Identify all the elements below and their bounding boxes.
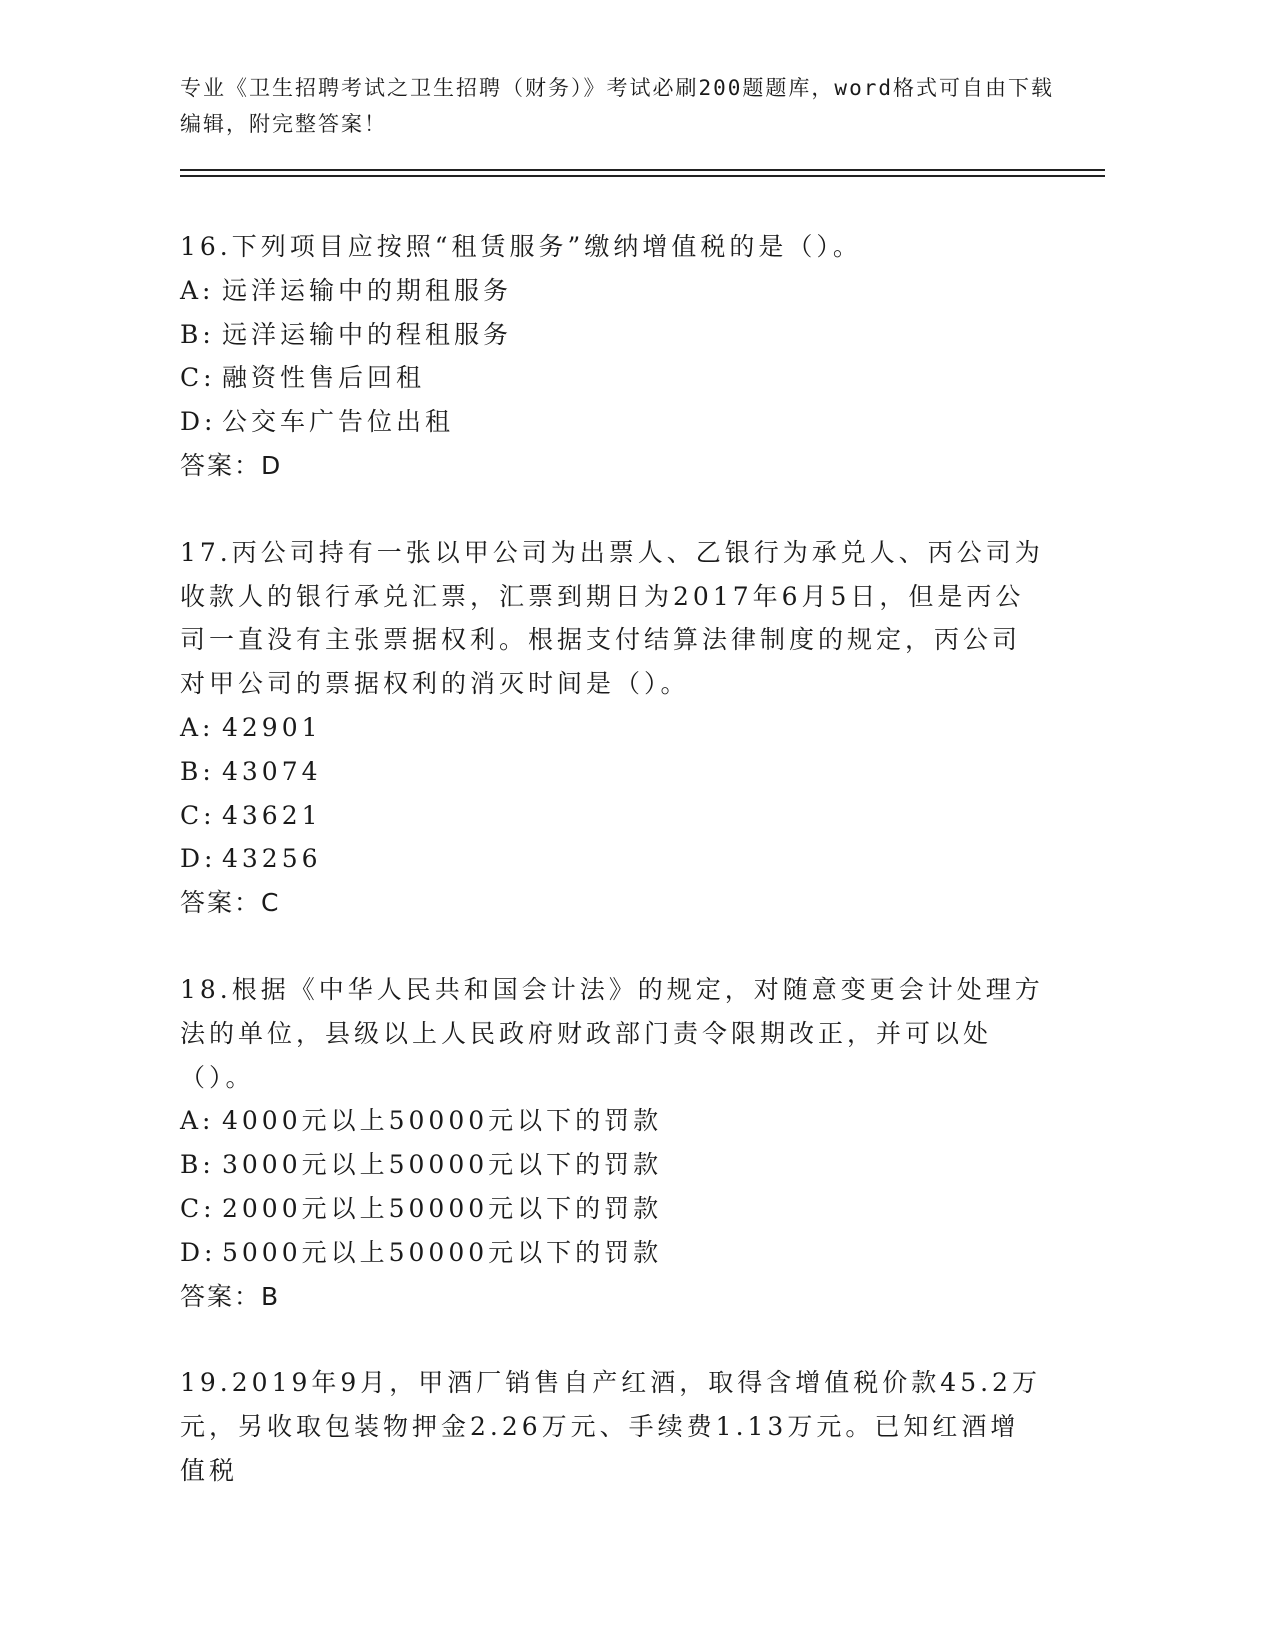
answer-line: 答案：C	[180, 888, 281, 918]
header-divider-bottom	[180, 175, 1105, 177]
question-list	[180, 225, 1045, 1536]
option-label: D:	[180, 844, 217, 874]
option-a	[180, 706, 1045, 750]
answer-line: 答案：D	[180, 450, 283, 480]
header-divider-top	[180, 169, 1105, 171]
option-label: C:	[180, 1193, 216, 1223]
option-text: 2000元以上50000元以下的罚款	[222, 1193, 663, 1223]
option-a	[180, 1099, 1045, 1143]
question-16	[180, 225, 1045, 488]
option-text: 融资性售后回租	[222, 363, 426, 393]
option-text: 远洋运输中的程租服务	[222, 319, 513, 349]
option-label: A:	[180, 1106, 215, 1136]
option-label: C:	[180, 363, 216, 393]
option-text: 43074	[222, 756, 322, 786]
option-label: B:	[180, 1150, 215, 1180]
option-d	[180, 837, 1045, 881]
option-text: 3000元以上50000元以下的罚款	[222, 1150, 663, 1180]
answer-line: 答案：B	[180, 1281, 281, 1311]
option-text: 公交车广告位出租	[222, 407, 455, 437]
question-stem: 17.丙公司持有一张以甲公司为出票人、乙银行为承兑人、丙公司为收款人的银行承兑汇票，汇票到期日为2017年6月5日，但是丙公司一直没有主张票据权利。根据支付结算法律制度的规定，丙公司对甲公司的票据权利的消灭时间是（）。	[180, 537, 1044, 699]
question-18	[180, 968, 1045, 1318]
option-text: 4000元以上50000元以下的罚款	[222, 1106, 663, 1136]
option-label: D:	[180, 1237, 217, 1267]
option-d	[180, 1231, 1045, 1275]
option-d	[180, 400, 1045, 444]
option-b	[180, 1143, 1045, 1187]
question-stem: 19.2019年9月，甲酒厂销售自产红酒，取得含增值税价款45.2万元，另收取包装物押金2.26万元、手续费1.13万元。已知红酒增值税	[180, 1368, 1041, 1485]
option-c	[180, 1187, 1045, 1231]
option-c	[180, 794, 1045, 838]
option-label: A:	[180, 275, 215, 305]
option-text: 42901	[222, 712, 322, 742]
document-header: 专业《卫生招聘考试之卫生招聘（财务）》考试必刷200题题库，word格式可自由下载编辑，附完整答案！	[180, 76, 1054, 136]
option-b	[180, 750, 1045, 794]
option-text: 5000元以上50000元以下的罚款	[222, 1237, 663, 1267]
option-text: 远洋运输中的期租服务	[222, 275, 513, 305]
option-text: 43256	[222, 844, 322, 874]
option-label: D:	[180, 407, 217, 437]
option-b	[180, 313, 1045, 357]
option-c	[180, 356, 1045, 400]
option-label: B:	[180, 319, 215, 349]
question-19	[180, 1361, 1045, 1492]
question-stem: 16.下列项目应按照“租赁服务”缴纳增值税的是（）。	[180, 232, 862, 261]
question-stem: 18.根据《中华人民共和国会计法》的规定，对随意变更会计处理方法的单位，县级以上人民政府财政部门责令限期改正，并可以处（）。	[180, 974, 1044, 1092]
option-a	[180, 269, 1045, 313]
question-17	[180, 531, 1045, 925]
option-label: A:	[180, 712, 215, 742]
option-label: C:	[180, 800, 216, 830]
option-label: B:	[180, 756, 215, 786]
option-text: 43621	[222, 800, 322, 830]
